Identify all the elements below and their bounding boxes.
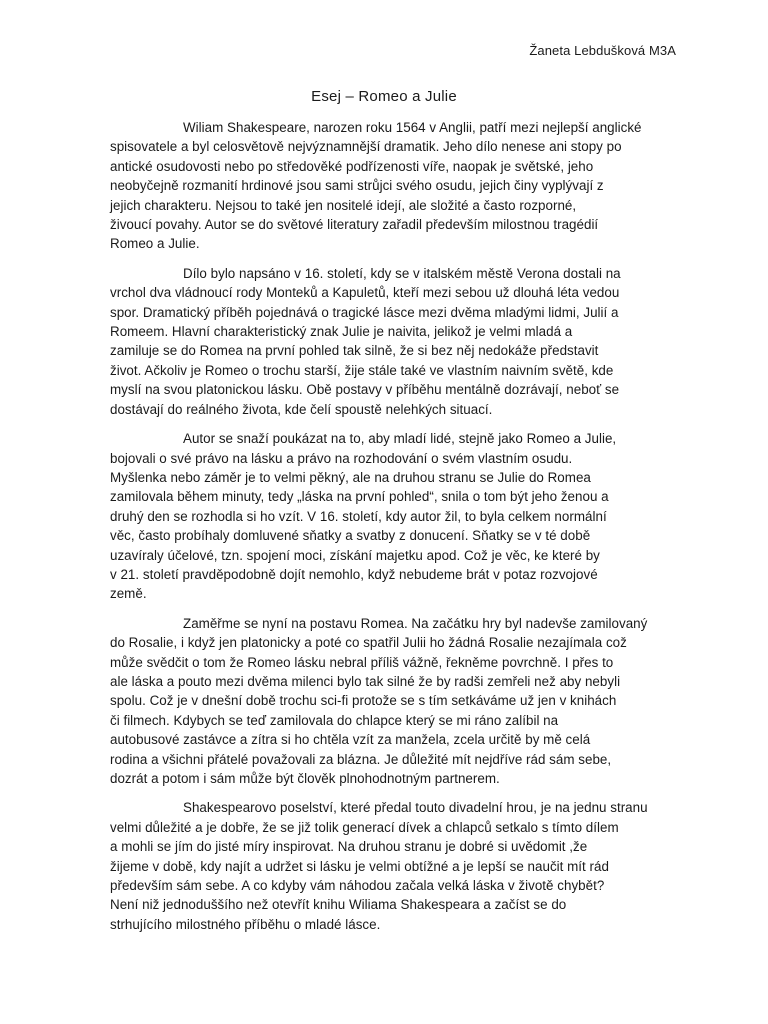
text-line: uzavíraly účelové, tzn. spojení moci, získání majetku apod. Což je věc, ke které by bbox=[110, 547, 600, 563]
text-line: Dílo bylo napsáno v 16. století, kdy se v italském městě Verona dostali na bbox=[183, 265, 621, 281]
text-line: spor. Dramatický příběh pojednává o tragické lásce mezi dvěma mladými lidmi, Julií a bbox=[110, 304, 619, 320]
text-line: život. Ačkoliv je Romeo o trochu starší, žije stále také ve vlastním naivním světě, kde bbox=[110, 362, 614, 378]
text-line: Shakespearovo poselství, které předal touto divadelní hrou, je na jednu stranu bbox=[183, 800, 648, 816]
text-line: a mohli se jím do jisté míry inspirovat. Na druhou stranu je dobré si uvědomit ,že bbox=[110, 839, 588, 855]
paragraph-2 bbox=[110, 264, 690, 419]
text-line: Není niž jednoduššího než otevřít knihu Wiliama Shakespeara a začíst se do bbox=[110, 897, 567, 913]
paragraph-1 bbox=[110, 118, 690, 254]
text-line: ale láska a pouto mezi dvěma milenci bylo tak silné že by radši zemřeli než aby nebyli bbox=[110, 673, 621, 689]
text-line: žijeme v době, kdy najít a udržet si lásku je velmi obtížné a je lepší se naučit mít rád bbox=[110, 858, 609, 874]
text-line: Romeo a Julie. bbox=[110, 236, 200, 252]
text-line: velmi důležité a je dobře, že se již tolik generací dívek a chlapců setkalo s tímto dílem bbox=[110, 819, 619, 835]
text-line: země. bbox=[110, 586, 147, 602]
text-line: bojovali o své právo na lásku a právo na rozhodování o svém vlastním osudu. bbox=[110, 450, 573, 466]
text-line: spolu. Což je v dnešní době trochu sci-fi protože se s tím setkáváme už jen v knihách bbox=[110, 693, 617, 709]
text-line: především sám sebe. A co kdyby vám náhodou začala velká láska v životě chybět? bbox=[110, 878, 605, 894]
essay-body bbox=[110, 118, 690, 944]
text-line: antické osudovosti nebo po středověké podřízenosti víře, naopak je světské, jeho bbox=[110, 158, 594, 174]
text-line: neobyčejně rozmanití hrdinové jsou sami strůjci svého osudu, jejich činy vyplývají z bbox=[110, 178, 604, 194]
text-line: věc, často probíhaly domluvené sňatky a svatby z donucení. Sňatky se v té době bbox=[110, 528, 591, 544]
text-line: Romeem. Hlavní charakteristický znak Julie je naivita, jelikož je velmi mladá a bbox=[110, 324, 573, 340]
text-line: dostávají do reálného života, kde čelí spoustě nelehkých situací. bbox=[110, 401, 493, 417]
text-line: vrchol dva vládnoucí rody Monteků a Kapuletů, kteří mezi sebou už dlouhá léta vedou bbox=[110, 285, 620, 301]
essay-title: Esej – Romeo a Julie bbox=[311, 88, 457, 105]
author-header: Žaneta Lebdušková M3A bbox=[529, 43, 676, 58]
text-line: strhujícího milostného příběhu o mladé lásce. bbox=[110, 916, 381, 932]
text-line: Autor se snaží poukázat na to, aby mladí lidé, stejně jako Romeo a Julie, bbox=[183, 431, 617, 447]
text-line: Wiliam Shakespeare, narozen roku 1564 v Anglii, patří mezi nejlepší anglické bbox=[183, 120, 642, 135]
text-line: zamilovala během minuty, tedy „láska na první pohled“, snila o tom být jeho ženou a bbox=[110, 489, 609, 505]
text-line: druhý den se rozhodla si ho vzít. V 16. století, kdy autor žil, to byla celkem normální bbox=[110, 508, 607, 524]
text-line: může svědčit o tom že Romeo lásku nebral příliš vážně, řekněme povrchně. I přes to bbox=[110, 654, 614, 670]
text-line: dozrát a potom i sám může být člověk plnohodnotným partnerem. bbox=[110, 771, 500, 786]
text-line: Zaměřme se nyní na postavu Romea. Na začátku hry byl nadevše zamilovaný bbox=[183, 615, 648, 631]
paragraph-3 bbox=[110, 429, 690, 604]
text-line: jejich charakteru. Nejsou to také jen nositelé idejí, ale složité a často rozporné, bbox=[110, 197, 577, 213]
text-line: rodina a všichni přátelé považovali za blázna. Je důležité mít nejdříve rád sám sebe, bbox=[110, 751, 612, 767]
text-line: v 21. století pravděpodobně dojít nemohlo, když nebudeme brát v potaz rozvojové bbox=[110, 566, 598, 582]
text-line: živoucí povahy. Autor se do světové literatury zařadil především milostnou tragédií bbox=[110, 217, 599, 233]
paragraph-5 bbox=[110, 798, 690, 934]
text-line: autobusové zastávce a zítra si ho chtěla vzít za manžela, zcela určitě by mě celá bbox=[110, 732, 591, 748]
text-line: spisovatele a byl celosvětově nejvýznamnější dramatik. Jeho dílo nenese ani stopy po bbox=[110, 139, 622, 155]
text-line: Myšlenka nebo záměr je to velmi pěkný, ale na druhou stranu se Julie do Romea bbox=[110, 469, 591, 485]
text-line: do Rosalie, i když jen platonicky a poté co spatřil Julii ho žádná Rosalie nezajímala což bbox=[110, 635, 627, 651]
text-line: myslí na svou platonickou lásku. Obě postavy v příběhu mentálně dozrávají, neboť se bbox=[110, 382, 620, 398]
text-line: zamiluje se do Romea na první pohled tak silně, že si bez něj nedokáže představit bbox=[110, 343, 599, 359]
paragraph-4 bbox=[110, 614, 690, 789]
text-line: či filmech. Kdybych se teď zamilovala do chlapce který se mi ráno zalíbil na bbox=[110, 712, 559, 728]
